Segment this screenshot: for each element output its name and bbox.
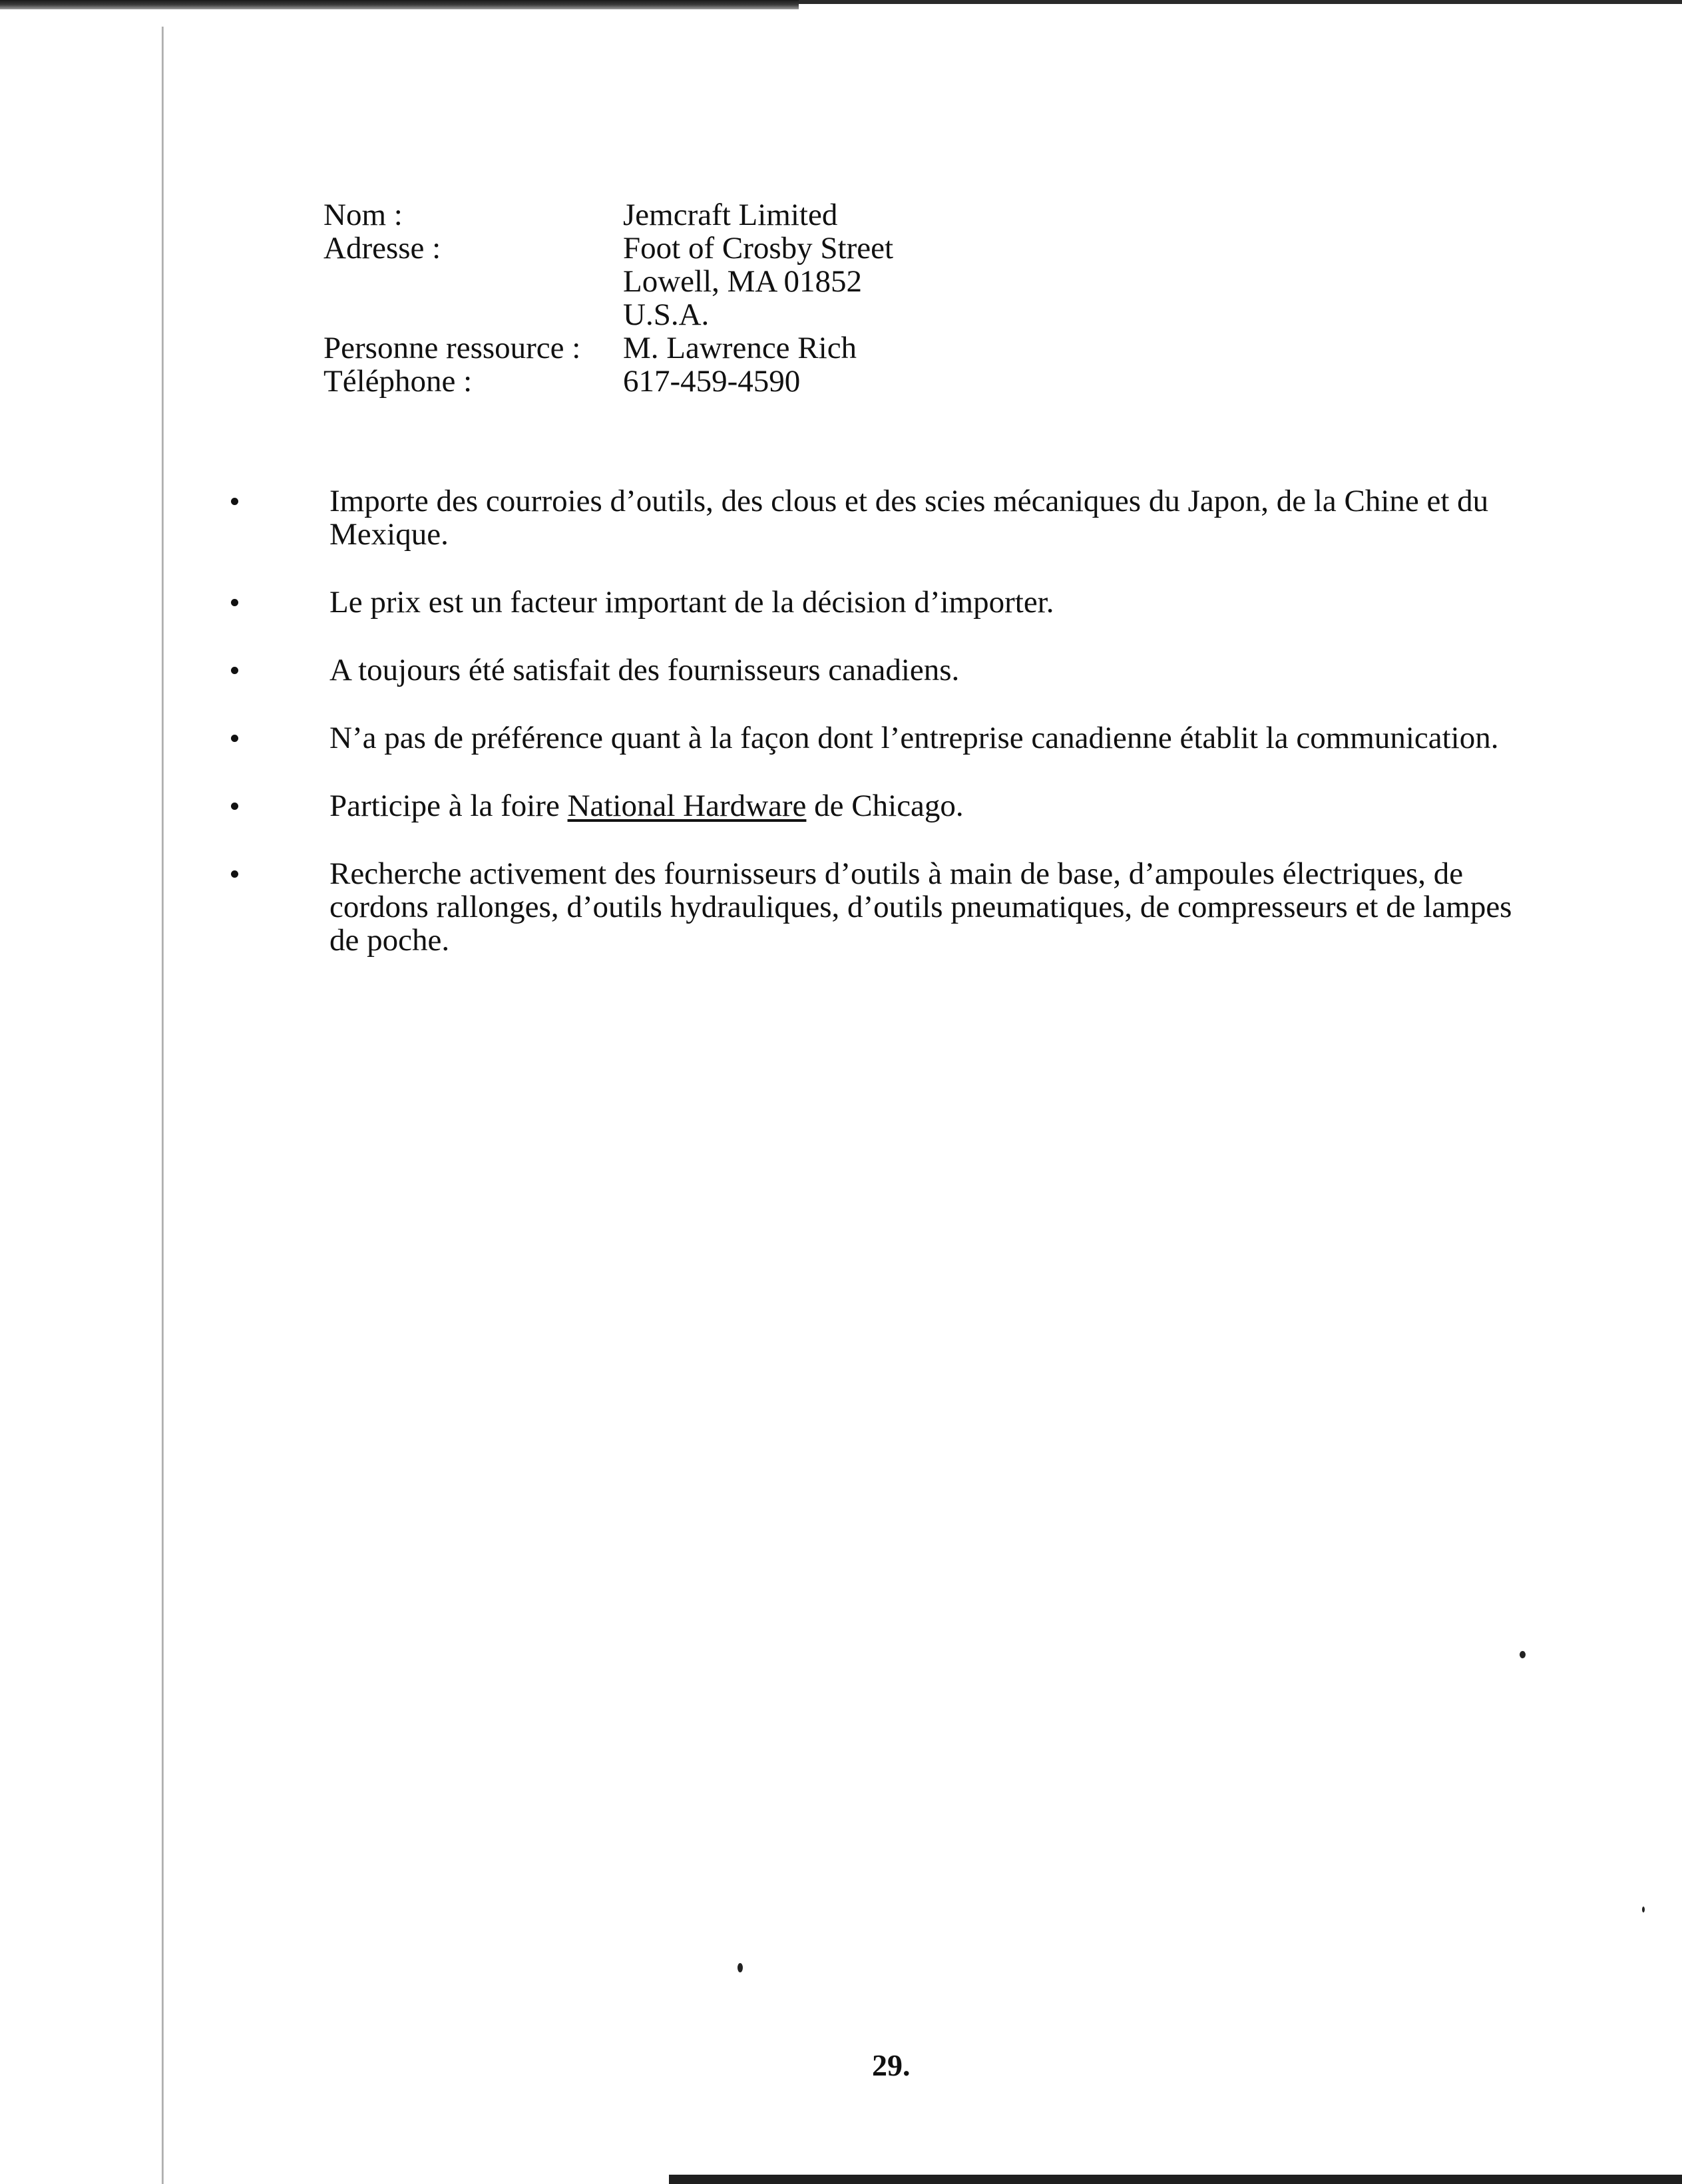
contact-row	[323, 365, 893, 398]
contact-value: Jemcraft Limited	[623, 198, 838, 232]
contact-value: M. Lawrence Rich	[623, 331, 857, 365]
scan-speck	[1642, 1907, 1645, 1912]
bullet-icon	[231, 735, 238, 742]
bullet-text: Le prix est un facteur important de la décision d’importer.	[329, 585, 1054, 620]
contact-row	[323, 198, 893, 232]
contact-row	[323, 265, 893, 298]
contact-value: Lowell, MA 01852	[623, 264, 863, 299]
contact-value: Foot of Crosby Street	[623, 231, 894, 266]
scan-speck	[737, 1963, 743, 1972]
scan-left-edge	[162, 27, 164, 2184]
contact-block	[323, 198, 893, 398]
bullet-text-after: de Chicago.	[806, 789, 964, 823]
bullet-icon	[231, 498, 238, 505]
bullet-text-before: Participe à la foire	[329, 789, 568, 823]
scan-speck	[1520, 1651, 1526, 1658]
bullet-item	[0, 789, 1548, 822]
bullet-icon	[231, 667, 238, 674]
bullet-item	[0, 586, 1548, 619]
contact-row	[323, 331, 893, 365]
bullet-item	[0, 484, 1548, 551]
contact-value: U.S.A.	[623, 297, 710, 332]
scan-top-edge	[0, 0, 799, 9]
bullet-item	[0, 857, 1548, 957]
bullet-text: Recherche activement des fournisseurs d’outils à main de base, d’ampoules électriques, de cordons rallonges, d’outils hydrauliques, d’outils pneumatiques, de compresseurs et de lampes de poche.	[329, 856, 1512, 958]
bullet-item	[0, 721, 1548, 755]
bullet-icon	[231, 803, 238, 810]
contact-label: Adresse :	[323, 231, 441, 266]
scan-top-edge	[799, 0, 1682, 4]
bullet-list	[0, 484, 1682, 992]
bullet-item	[0, 653, 1548, 687]
contact-label	[323, 265, 623, 298]
contact-label: Personne ressource :	[323, 331, 581, 365]
contact-row	[323, 298, 893, 331]
contact-value: 617-459-4590	[623, 364, 801, 399]
contact-label: Téléphone :	[323, 364, 473, 399]
scan-bottom-edge	[669, 2175, 1682, 2184]
bullet-text: A toujours été satisfait des fournisseurs canadiens.	[329, 653, 960, 687]
contact-label: Nom :	[323, 198, 403, 232]
bullet-icon	[231, 870, 238, 878]
contact-label	[323, 298, 623, 331]
bullet-icon	[231, 599, 238, 606]
contact-row	[323, 232, 893, 265]
page-number: 29.	[872, 2048, 911, 2082]
bullet-text: N’a pas de préférence quant à la façon dont l’entreprise canadienne établit la communication.	[329, 721, 1499, 755]
bullet-text: Importe des courroies d’outils, des clous et des scies mécaniques du Japon, de la Chine et du Mexique.	[329, 484, 1489, 552]
trade-show-name: National Hardware	[567, 789, 807, 823]
